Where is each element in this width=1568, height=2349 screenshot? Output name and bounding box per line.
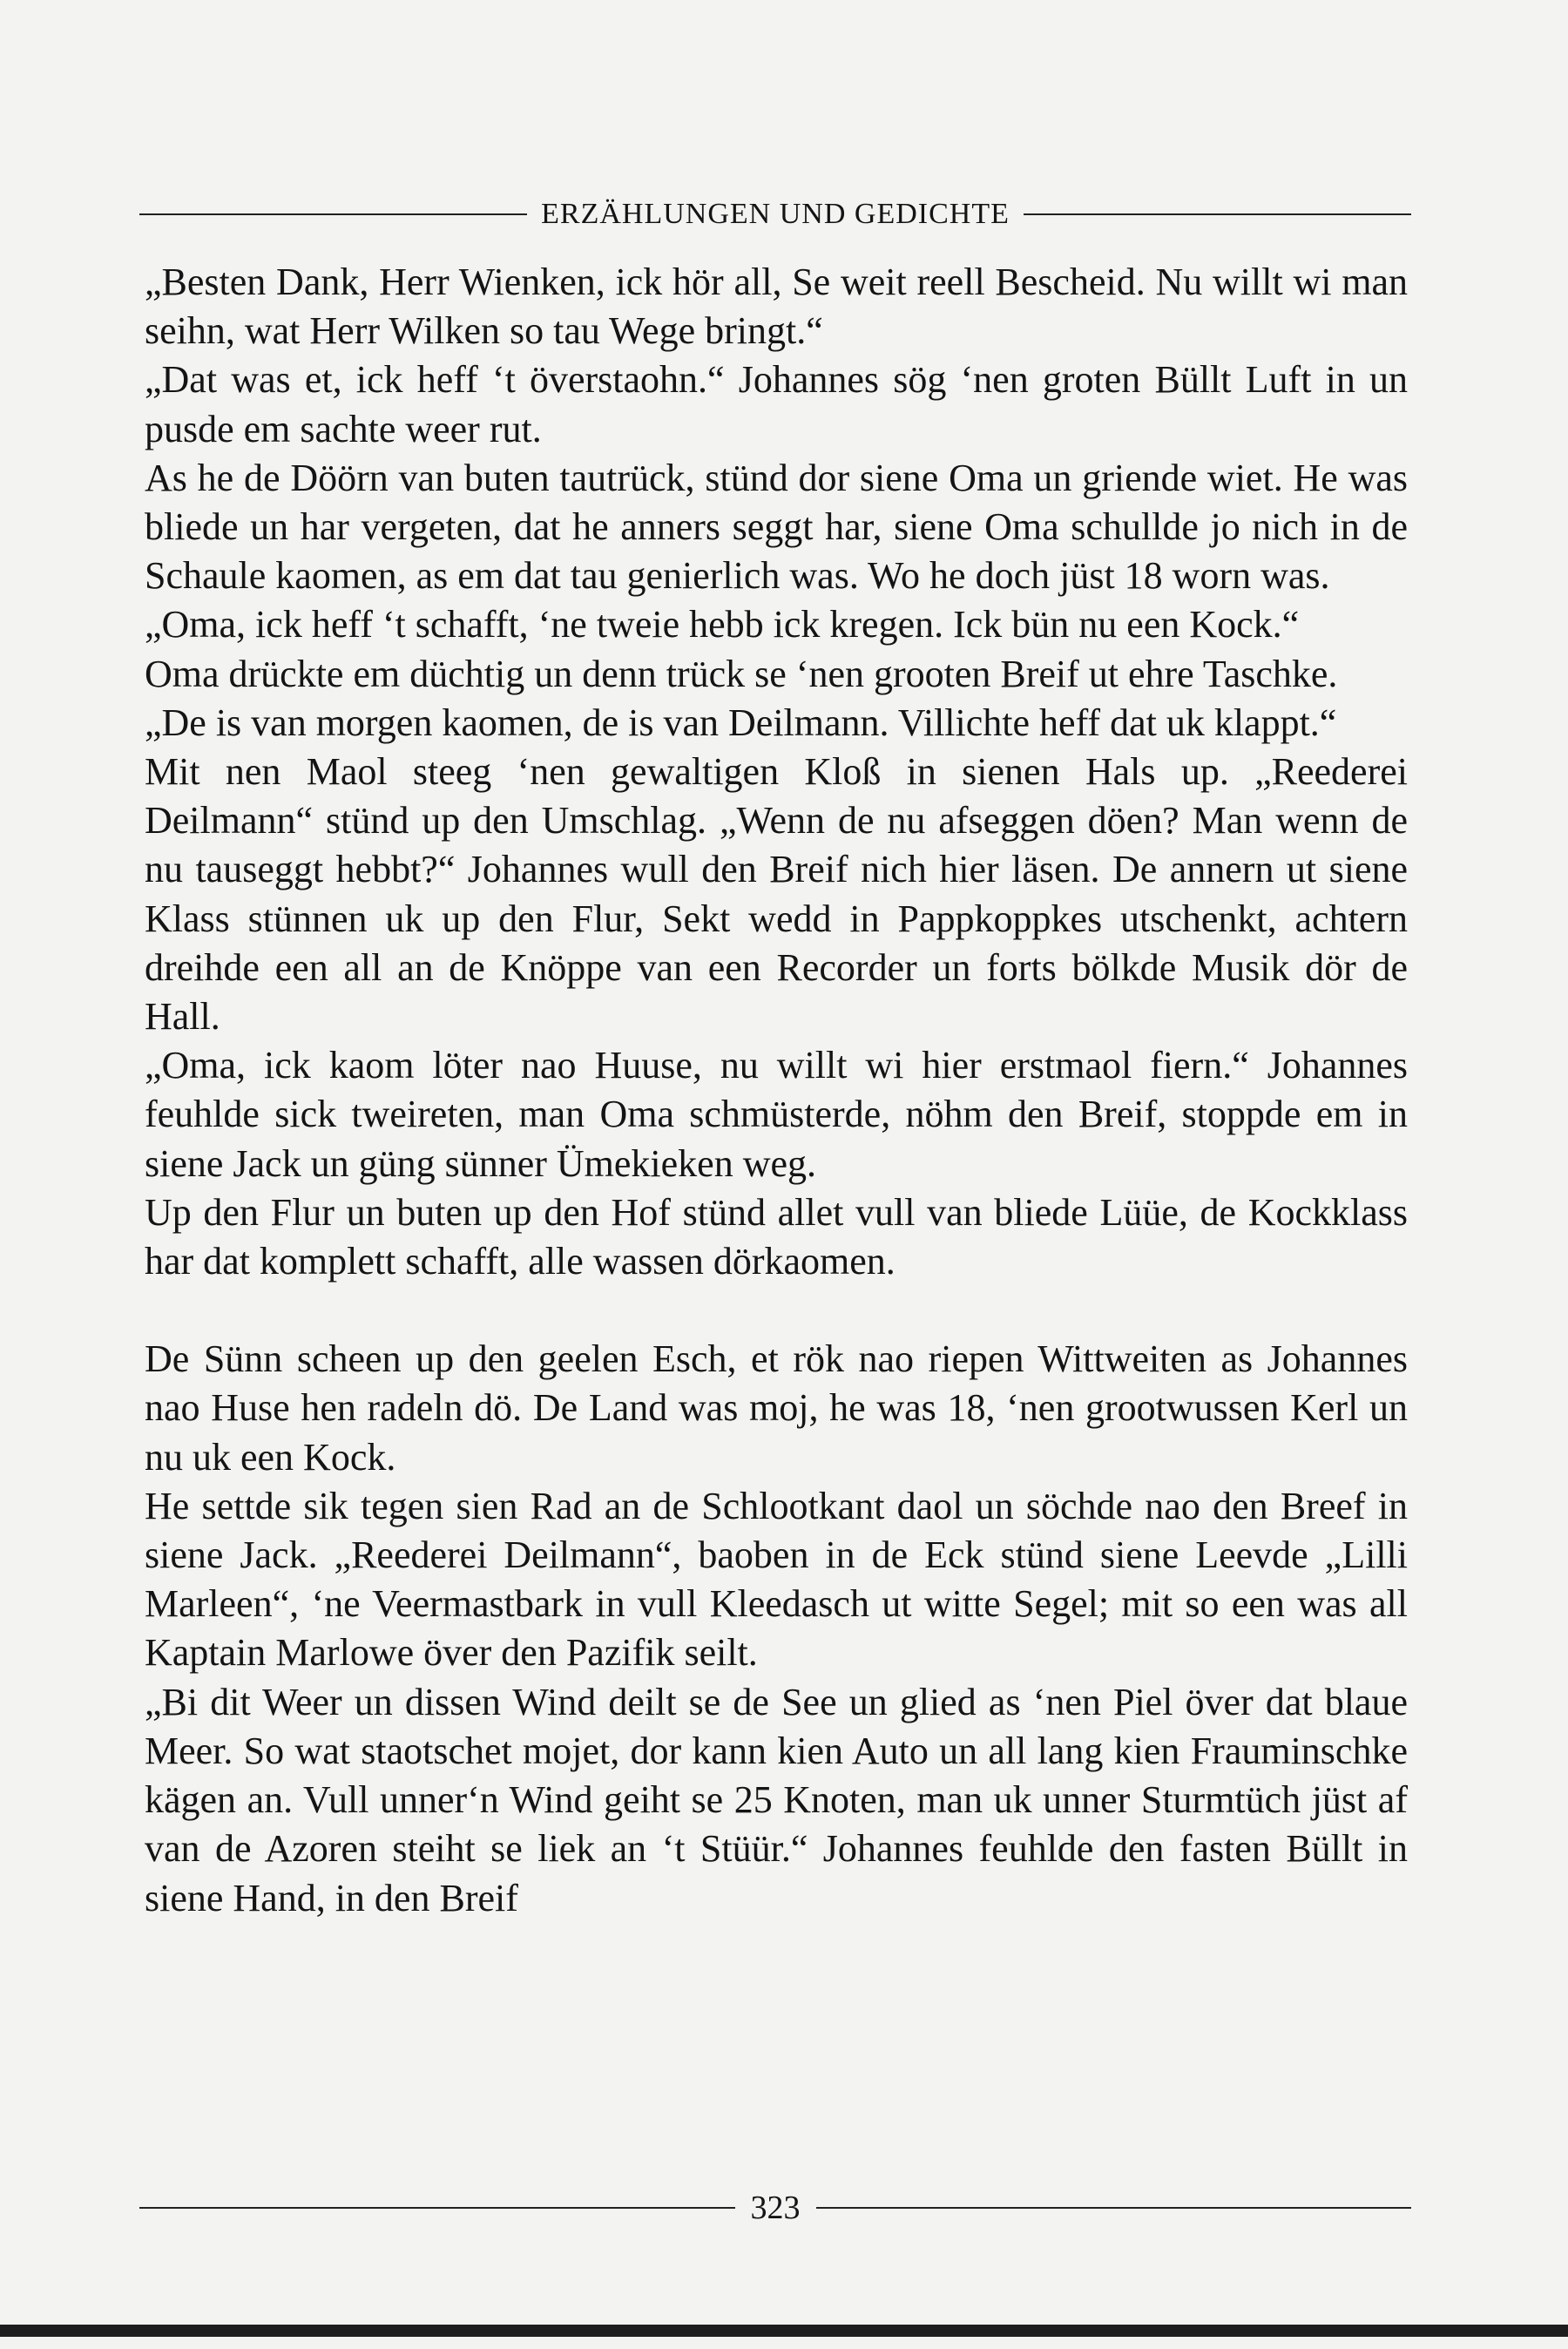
paragraph: Up den Flur un buten up den Hof stünd allet vull van bliede Lüüe, de Kockklass har dat komplett schafft, alle wassen dörkaomen. xyxy=(145,1190,1408,1283)
paragraph: De Sünn scheen up den geelen Esch, et rök nao riepen Wittweiten as Johannes nao Huse hen radeln dö. De Land was moj, he was 18, ‘nen grootwussen Kerl un nu uk een Kock. xyxy=(145,1337,1408,1479)
paragraph: Mit nen Maol steeg ‘nen gewaltigen Kloß in sienen Hals up. „Reederei Deilmann“ stünd up den Umschlag. „Wenn de nu afseggen döen? Man wenn de nu tauseggt hebbt?“ Johannes wull den Breif nich hier läsen. De annern ut siene Klass stünnen uk up den Flur, Sekt wedd in Pappkoppkes utschenkt, achtern dreihde een all an de Knöppe van een Recorder un forts bölkde Musik dör de Hall. xyxy=(145,750,1408,1039)
footer-rule-left xyxy=(139,2207,735,2209)
paragraph: „Bi dit Weer un dissen Wind deilt se de See un glied as ‘nen Piel över dat blaue Meer. So wat staotschet mojet, dor kann kien Auto un all lang kien Frauminschke kägen an. Vull unner‘n Wind geiht se 25 Knoten, man uk unner Sturmtüch jüst af van de Azoren steiht se liek an ‘t Stüür.“ Johannes feuhlde den fasten Büllt in siene Hand, in den Breif xyxy=(145,1680,1408,1919)
running-header xyxy=(139,197,1411,232)
paragraph: „Oma, ick heff ‘t schafft, ‘ne tweie hebb ick kregen. Ick bün nu een Kock.“ xyxy=(145,603,1300,646)
body-text xyxy=(145,258,1408,1923)
header-rule-left xyxy=(139,213,527,215)
paragraph: „Dat was et, ick heff ‘t överstaohn.“ Johannes sög ‘nen groten Büllt Luft in un pusde em sachte weer rut. xyxy=(145,358,1408,450)
paragraph: „Oma, ick kaom löter nao Huuse, nu willt wi hier erstmaol fiern.“ Johannes feuhlde sick tweireten, man Oma schmüsterde, nöhm den Breif, stoppde em in siene Jack un güng sünner Ümekieken weg. xyxy=(145,1044,1408,1185)
paragraph: Oma drückte em düchtig un denn trück se ‘nen grooten Breif ut ehre Taschke. xyxy=(145,652,1338,695)
paragraph: As he de Döörn van buten tautrück, stünd dor siene Oma un griende wiet. He was bliede un har vergeten, dat he anners seggt har, siene Oma schullde jo nich in de Schaule kaomen, as em dat tau genierlich was. Wo he doch jüst 18 worn was. xyxy=(145,456,1408,598)
paragraph: He settde sik tegen sien Rad an de Schlootkant daol un söchde nao den Breef in siene Jack. „Reederei Deilmann“, baoben in de Eck stünd siene Leevde „Lilli Marleen“, ‘ne Veermastbark in vull Kleedasch ut witte Segel; mit so een was all Kaptain Marlowe över den Pazifik seilt. xyxy=(145,1484,1408,1675)
header-rule-right xyxy=(1024,213,1411,215)
paragraph: „De is van morgen kaomen, de is van Deilmann. Villichte heff dat uk klappt.“ xyxy=(145,701,1337,744)
section-break xyxy=(145,1286,1408,1335)
scan-edge-bar xyxy=(0,2325,1568,2337)
footer-rule-right xyxy=(816,2207,1412,2209)
paragraph: „Besten Dank, Herr Wienken, ick hör all, Se weit reell Bescheid. Nu willt wi man seihn, wat Herr Wilken so tau Wege bringt.“ xyxy=(145,261,1408,353)
page-footer xyxy=(139,2189,1411,2227)
page-number: 323 xyxy=(750,2190,801,2226)
running-title: ERZÄHLUNGEN UND GEDICHTE xyxy=(541,198,1010,230)
